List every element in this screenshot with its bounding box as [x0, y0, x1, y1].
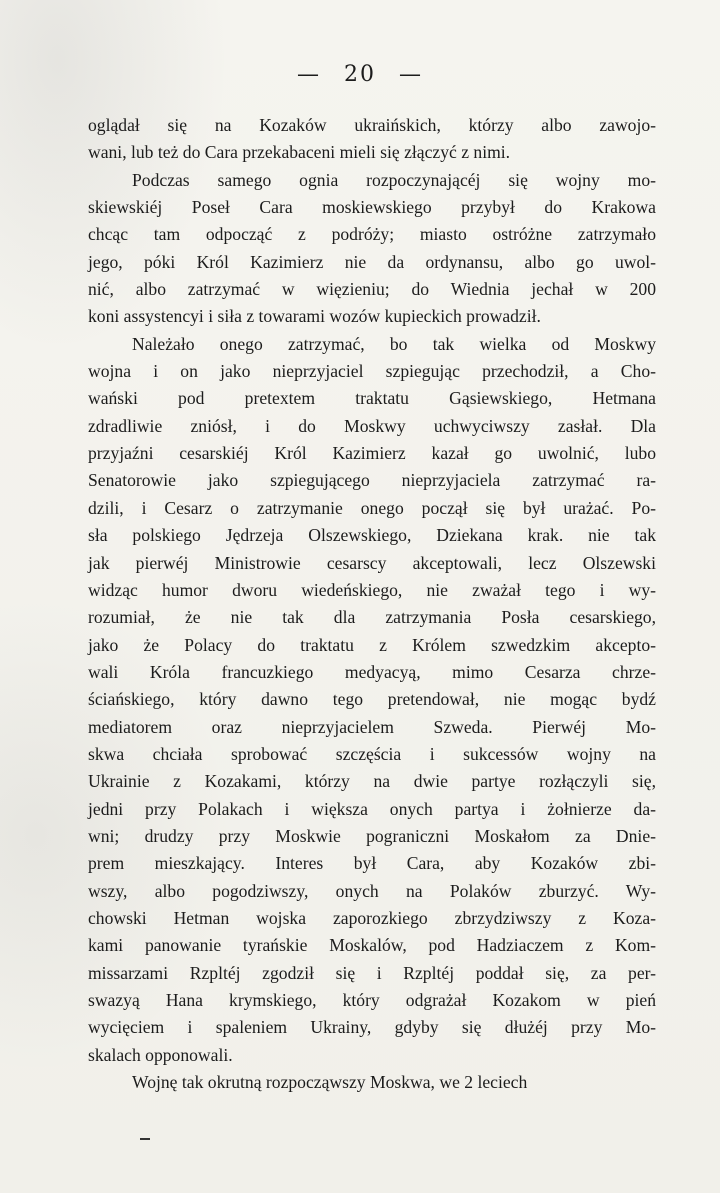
text-line: skiewskiéj Poseł Cara moskiewskiego przybył do Krakowa	[88, 197, 656, 218]
text-line: Wojnę tak okrutną rozpocząwszy Moskwa, we 2 leciech	[132, 1072, 528, 1093]
text-line: nić, albo zatrzymać w więzieniu; do Wiednia jechał w 200	[88, 279, 656, 300]
text-line: jako że Polacy do traktatu z Królem szwedzkim akcepto-	[88, 634, 656, 655]
text-line: chcąc tam odpocząć z podróży; miasto ostróżne zatrzymało	[88, 224, 656, 245]
paragraph	[88, 1069, 656, 1096]
text-line: jedni przy Polakach i większa onych partya i żołnierze da-	[88, 798, 656, 819]
text-line: rozumiał, że nie tak dla zatrzymania Posła cesarskiego,	[88, 607, 656, 628]
text-line: Ukrainie z Kozakami, którzy na dwie partye rozłączyli się,	[88, 771, 656, 792]
text-line: wański pod pretextem traktatu Gąsiewskiego, Hetmana	[88, 388, 656, 409]
header-dash-right: —	[399, 62, 423, 87]
text-line: przyjaźni cesarskiéj Król Kazimierz kazał go uwolnić, lubo	[88, 443, 656, 464]
text-line: koni assystencyi i siła z towarami wozów kupieckich prowadził.	[88, 306, 541, 327]
text-line: zdradliwie zniósł, i do Moskwy uchwyciwszy zasłał. Dla	[88, 415, 656, 436]
text-line: wycięciem i spaleniem Ukrainy, gdyby się dłużéj przy Mo-	[88, 1017, 656, 1038]
text-line: prem mieszkający. Interes był Cara, aby Kozaków zbi-	[88, 853, 656, 874]
text-line: jego, póki Król Kazimierz nie da ordynansu, albo go uwol-	[88, 251, 656, 272]
text-line: oglądał się na Kozaków ukraińskich, którzy albo zawojo-	[88, 115, 656, 135]
paragraph	[88, 167, 656, 331]
text-line: Senatorowie jako szpiegującego nieprzyjaciela zatrzymać ra-	[88, 470, 656, 491]
text-line: kami panowanie tyrańskie Moskalów, pod Hadziaczem z Kom-	[88, 935, 656, 956]
text-line: mediatorem oraz nieprzyjacielem Szweda. Pierwéj Mo-	[88, 716, 656, 737]
text-line: wali Króla francuzkiego medyacyą, mimo Cesarza chrze-	[88, 661, 656, 682]
body-text	[88, 112, 656, 1096]
stray-mark	[140, 1138, 150, 1140]
text-line: ściańskiego, który dawno tego pretendował, nie mogąc bydź	[88, 689, 656, 710]
page-number: 20	[344, 62, 376, 87]
text-line: wojna i on jako nieprzyjaciel szpiegując przechodził, a Cho-	[88, 361, 656, 382]
header-dash-left: —	[297, 62, 321, 87]
text-line: wni; drudzy przy Moskwie pograniczni Moskałom za Dnie-	[88, 825, 656, 846]
text-line: dzili, i Cesarz o zatrzymanie onego począł się był urażać. Po-	[88, 497, 656, 518]
text-line: Podczas samego ognia rozpoczynającéj się wojny mo-	[132, 169, 656, 190]
text-line: skalach opponowali.	[88, 1044, 233, 1065]
text-line: Należało onego zatrzymać, bo tak wielka od Moskwy	[132, 333, 656, 354]
text-line: missarzami Rzpltéj zgodził się i Rzpltéj poddał się, za per-	[88, 962, 656, 983]
text-line: wszy, albo pogodziwszy, onych na Polaków zburzyć. Wy-	[88, 880, 656, 901]
page-header	[0, 62, 720, 87]
text-line: chowski Hetman wojska zaporozkiego zbrzydziwszy z Koza-	[88, 907, 656, 928]
text-line: swazyą Hana krymskiego, który odgrażał Kozakom w pień	[88, 990, 656, 1010]
text-line: jak pierwéj Ministrowie cesarscy akceptowali, lecz Olszewski	[88, 552, 656, 573]
paragraph	[88, 331, 656, 1069]
text-line: sła polskiego Jędrzeja Olszewskiego, Dziekana krak. nie tak	[88, 525, 656, 546]
text-line: skwa chciała sprobować szczęścia i sukcessów wojny na	[88, 743, 656, 764]
paragraph	[88, 112, 656, 167]
text-line: widząc humor dworu wiedeńskiego, nie zważał tego i wy-	[88, 579, 656, 600]
text-line: wani, lub też do Cara przekabaceni mieli się złączyć z nimi.	[88, 142, 511, 163]
